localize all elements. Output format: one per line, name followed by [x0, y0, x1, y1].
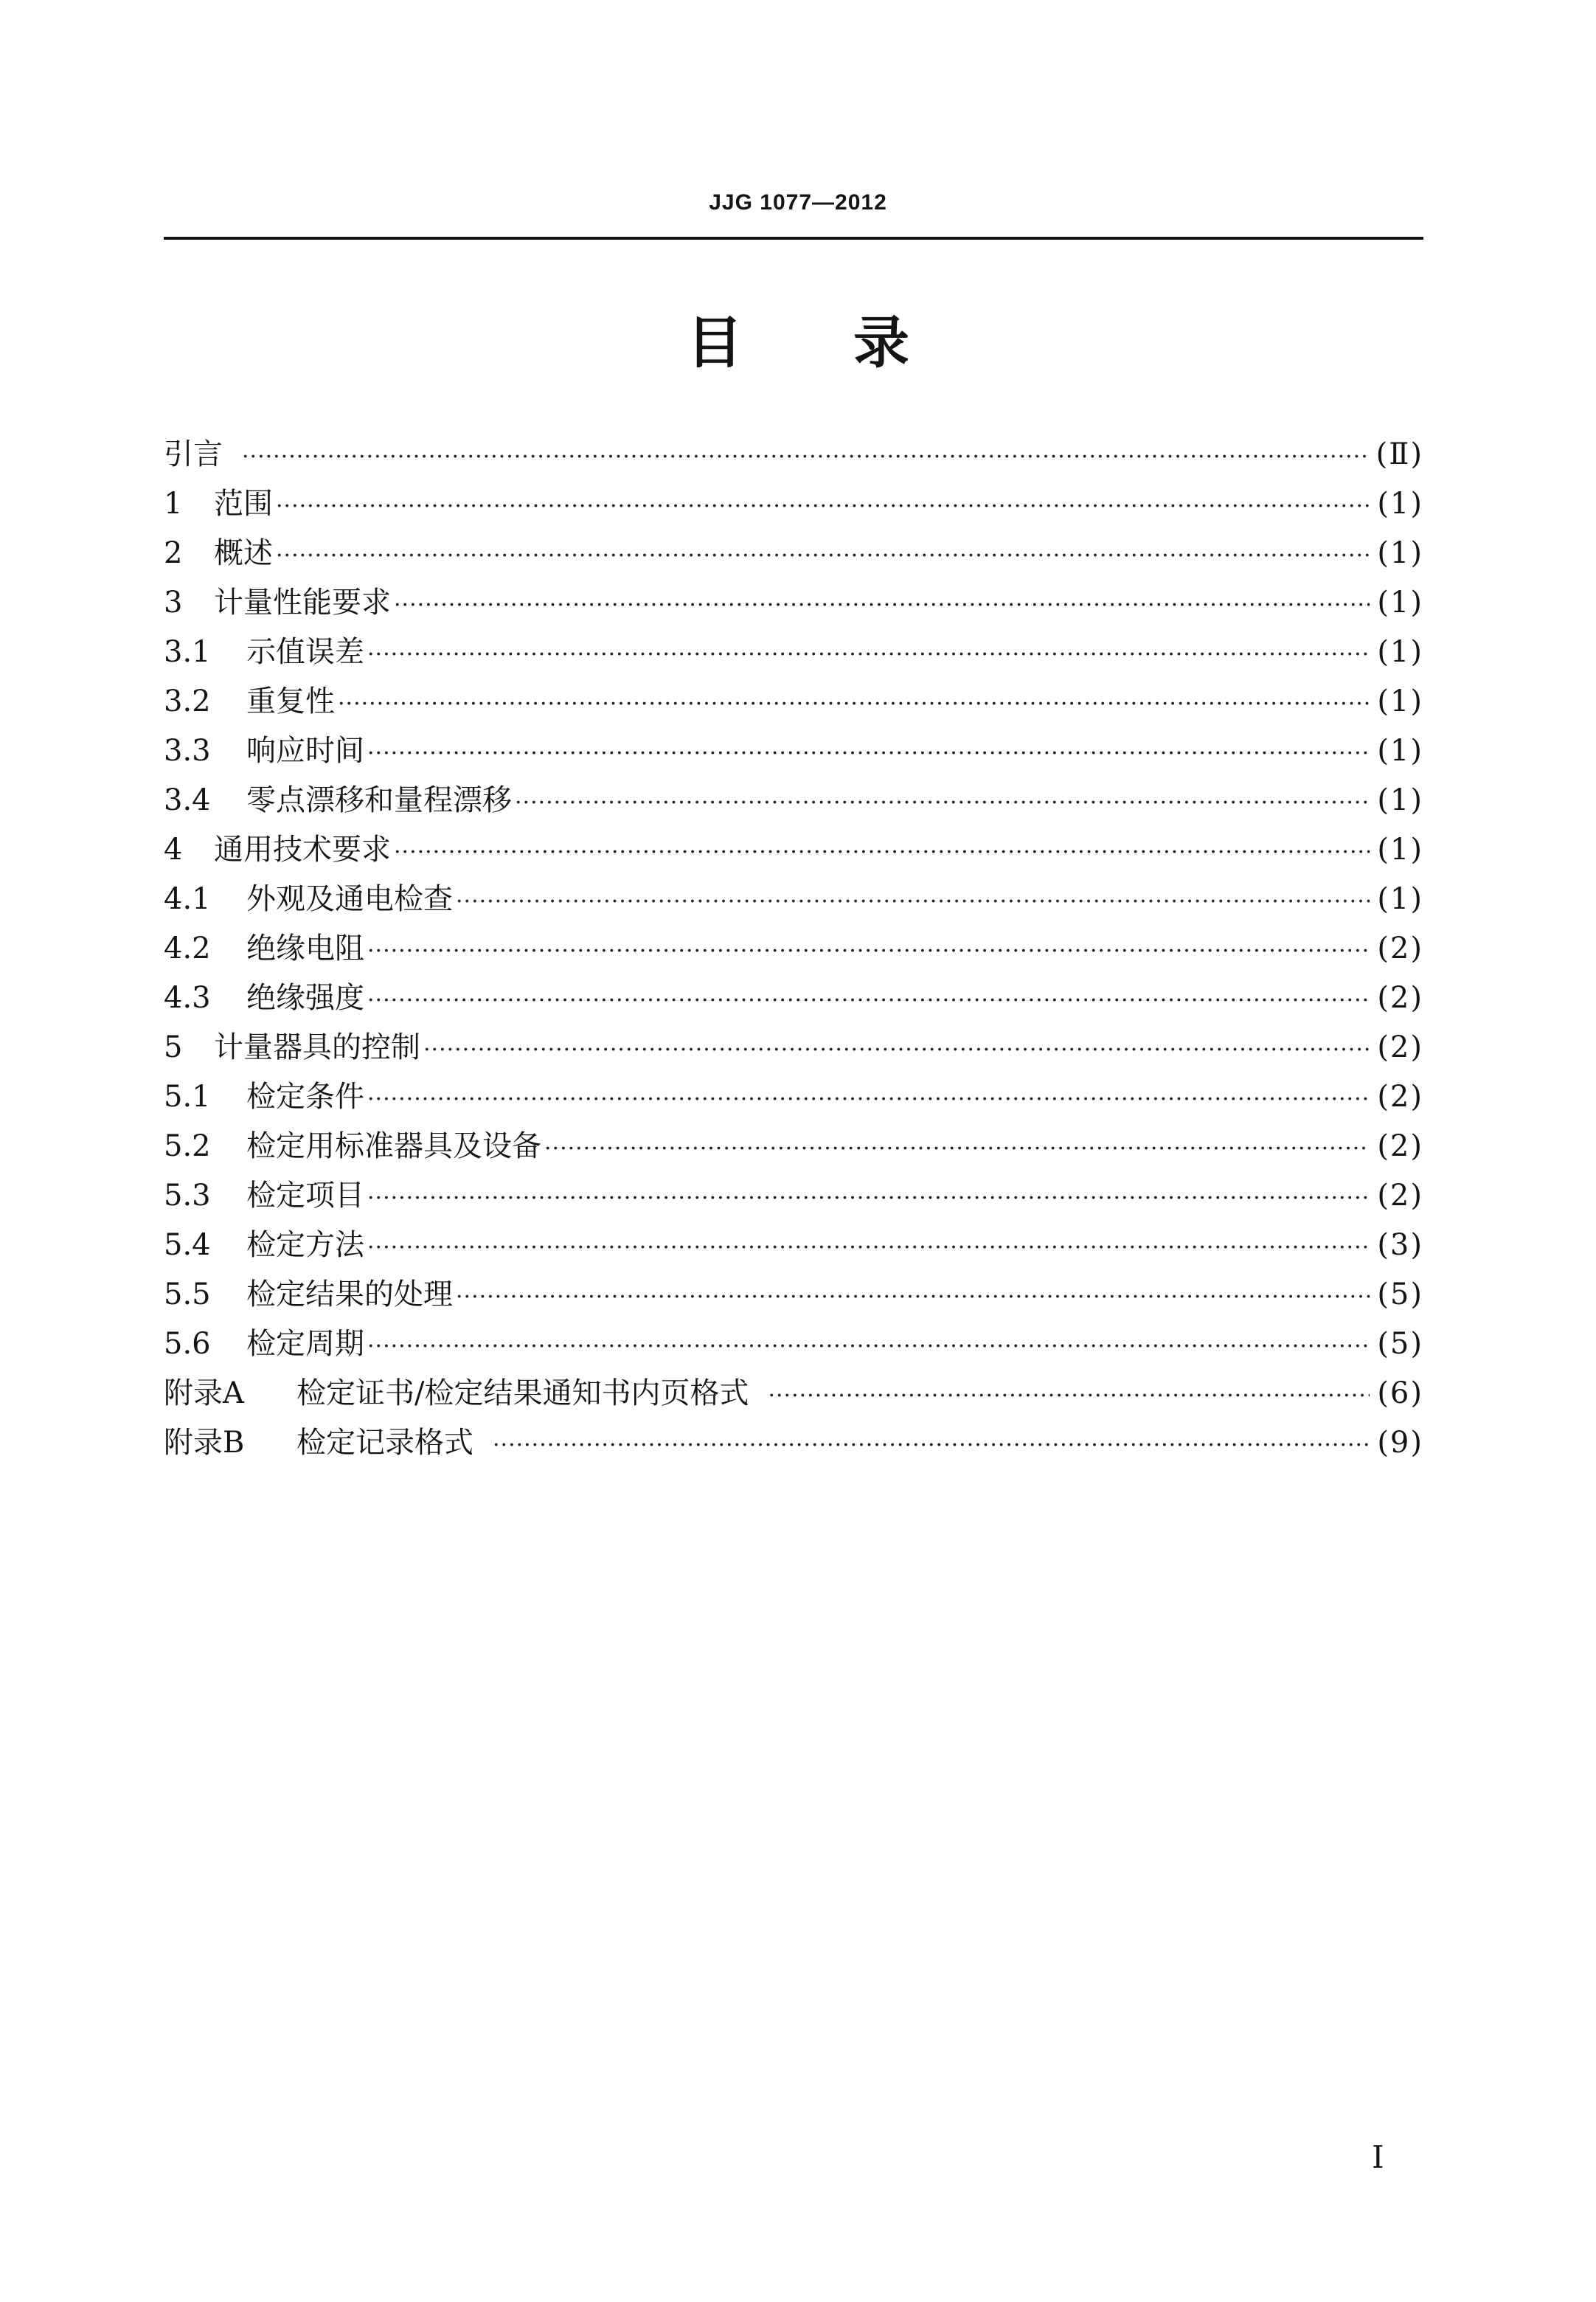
toc-entry-page: (2) — [1377, 932, 1423, 965]
toc-entry-number: 5.5 — [164, 1277, 211, 1311]
toc-entry[interactable] — [164, 825, 1423, 875]
toc-entry[interactable] — [164, 1320, 1423, 1369]
toc-leader-dots — [338, 679, 1370, 729]
toc-entry-number: 3.4 — [164, 783, 211, 817]
toc-leader-dots — [367, 1075, 1370, 1124]
toc-leader-dots — [276, 531, 1370, 580]
toc-leader-dots — [242, 432, 1369, 482]
toc-entry-title: 检定项目 — [246, 1179, 364, 1213]
toc-leader-dots — [515, 778, 1370, 828]
toc-entry[interactable] — [164, 727, 1423, 776]
toc-entry[interactable] — [164, 1072, 1423, 1122]
toc-entry-number: 4.1 — [164, 882, 211, 916]
toc-entry-title: 概述 — [214, 536, 273, 570]
toc-entry[interactable] — [164, 479, 1423, 529]
toc-entry-title: 检定证书/检定结果通知书内页格式 — [296, 1376, 749, 1410]
toc-entry-number: 1 — [164, 487, 183, 521]
toc-entry[interactable] — [164, 1270, 1423, 1320]
toc-entry[interactable] — [164, 578, 1423, 628]
toc-entry-page: (5) — [1377, 1277, 1423, 1311]
toc-entry-page: (5) — [1377, 1327, 1423, 1361]
document-code-header: JJG 1077—2012 — [709, 190, 887, 215]
toc-entry-title: 检定用标准器具及设备 — [246, 1129, 541, 1163]
toc-entry-number: 5.1 — [164, 1080, 211, 1114]
toc-entry-title: 检定条件 — [246, 1080, 364, 1114]
toc-leader-dots — [367, 729, 1370, 778]
toc-entry-number: 4 — [164, 833, 183, 867]
toc-entry-number: 3 — [164, 586, 183, 620]
table-of-contents — [164, 430, 1423, 1468]
toc-entry-number: 3.3 — [164, 734, 211, 768]
title-char-2: 录 — [853, 310, 909, 375]
toc-entry-page: (Ⅱ) — [1375, 437, 1423, 471]
toc-entry-number: 3.1 — [164, 635, 211, 669]
toc-leader-dots — [276, 482, 1370, 531]
toc-entry-title: 范围 — [214, 487, 273, 521]
toc-entry[interactable] — [164, 1418, 1423, 1468]
toc-leader-dots — [493, 1421, 1370, 1470]
toc-entry-title: 示值误差 — [246, 635, 364, 669]
toc-entry-title: 外观及通电检查 — [246, 882, 453, 916]
toc-leader-dots — [456, 1272, 1370, 1322]
toc-entry-title: 零点漂移和量程漂移 — [246, 783, 512, 817]
toc-entry-page: (2) — [1377, 1129, 1423, 1163]
toc-leader-dots — [456, 877, 1370, 926]
toc-leader-dots — [367, 630, 1370, 679]
toc-entry-number: 5.2 — [164, 1129, 211, 1163]
toc-entry-page: (1) — [1377, 833, 1423, 867]
toc-entry-page: (1) — [1377, 586, 1423, 620]
toc-entry-title: 引言 — [164, 437, 223, 471]
toc-entry-title: 检定周期 — [246, 1327, 364, 1361]
toc-entry-title: 计量性能要求 — [214, 586, 391, 620]
toc-leader-dots — [423, 1025, 1370, 1075]
toc-entry-number: 附录A — [164, 1376, 244, 1410]
toc-entry-page: (1) — [1377, 536, 1423, 570]
toc-leader-dots — [367, 1322, 1370, 1371]
toc-entry-page: (3) — [1377, 1228, 1423, 1262]
toc-entry-number: 4.2 — [164, 932, 211, 965]
toc-entry-number: 4.3 — [164, 981, 211, 1015]
toc-entry-title: 绝缘强度 — [246, 981, 364, 1015]
toc-entry-page: (1) — [1377, 487, 1423, 521]
toc-entry-title: 响应时间 — [246, 734, 364, 768]
toc-entry-number: 附录B — [164, 1426, 245, 1460]
toc-entry-title: 检定结果的处理 — [246, 1277, 453, 1311]
toc-leader-dots — [367, 1173, 1370, 1223]
toc-entry-page: (6) — [1377, 1376, 1423, 1410]
toc-entry-number: 5.3 — [164, 1179, 211, 1213]
toc-entry[interactable] — [164, 974, 1423, 1023]
toc-entry[interactable] — [164, 1369, 1423, 1418]
toc-entry-title: 计量器具的控制 — [214, 1030, 420, 1064]
page-title — [0, 310, 1596, 376]
toc-entry-title: 重复性 — [246, 684, 335, 718]
toc-entry[interactable] — [164, 875, 1423, 924]
header-rule — [164, 237, 1423, 240]
toc-entry-number: 5 — [164, 1030, 183, 1064]
toc-entry-title: 绝缘电阻 — [246, 932, 364, 965]
toc-entry[interactable] — [164, 628, 1423, 677]
toc-entry-page: (1) — [1377, 734, 1423, 768]
toc-entry-page: (2) — [1377, 1179, 1423, 1213]
toc-entry-title: 通用技术要求 — [214, 833, 391, 867]
toc-leader-dots — [367, 926, 1370, 976]
toc-entry[interactable] — [164, 776, 1423, 825]
toc-leader-dots — [367, 1223, 1370, 1272]
toc-entry-title: 检定记录格式 — [296, 1426, 473, 1460]
toc-entry[interactable] — [164, 529, 1423, 578]
toc-entry-page: (9) — [1377, 1426, 1423, 1460]
toc-entry[interactable] — [164, 1171, 1423, 1221]
toc-entry-number: 5.6 — [164, 1327, 211, 1361]
toc-entry[interactable] — [164, 430, 1423, 479]
toc-leader-dots — [367, 976, 1370, 1025]
toc-entry-title: 检定方法 — [246, 1228, 364, 1262]
toc-entry-page: (2) — [1377, 1080, 1423, 1114]
toc-leader-dots — [768, 1371, 1370, 1421]
toc-entry-page: (2) — [1377, 1030, 1423, 1064]
toc-leader-dots — [394, 580, 1370, 630]
toc-leader-dots — [394, 828, 1370, 877]
page-number: I — [1372, 2139, 1384, 2175]
toc-entry-number: 3.2 — [164, 684, 211, 718]
toc-leader-dots — [544, 1124, 1370, 1173]
toc-entry-number: 5.4 — [164, 1228, 211, 1262]
toc-entry[interactable] — [164, 1023, 1423, 1072]
toc-entry-page: (2) — [1377, 981, 1423, 1015]
title-char-1: 目 — [687, 310, 743, 375]
toc-entry-page: (1) — [1377, 882, 1423, 916]
toc-entry-number: 2 — [164, 536, 183, 570]
toc-entry-page: (1) — [1377, 635, 1423, 669]
toc-entry-page: (1) — [1377, 783, 1423, 817]
toc-entry[interactable] — [164, 677, 1423, 727]
toc-entry-page: (1) — [1377, 684, 1423, 718]
toc-entry[interactable] — [164, 1221, 1423, 1270]
toc-entry[interactable] — [164, 1122, 1423, 1171]
toc-entry[interactable] — [164, 924, 1423, 974]
